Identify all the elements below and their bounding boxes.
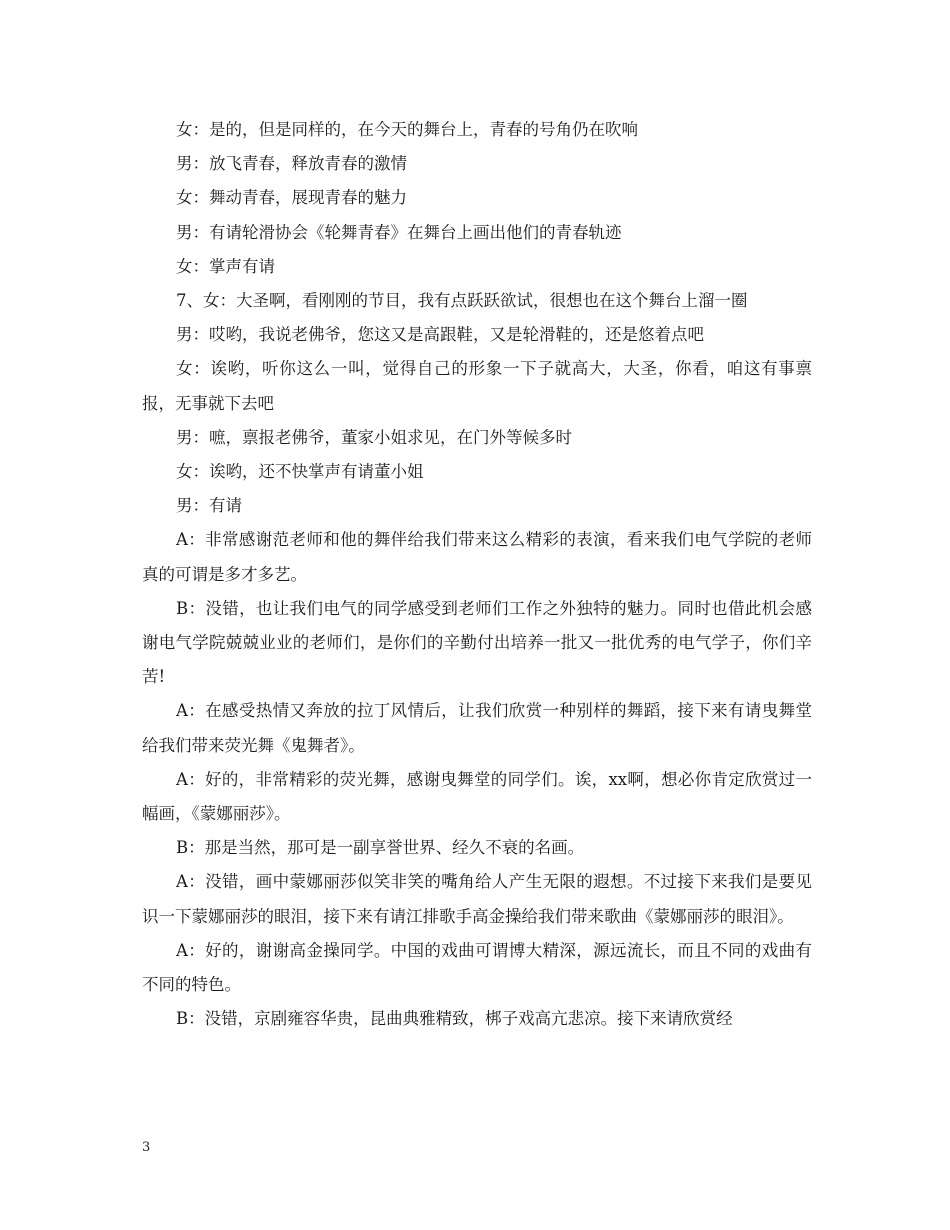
paragraph: 女：诶哟，还不快掌声有请董小姐 [176,462,424,482]
paragraph: 女：诶哟，听你这么一叫，觉得自己的形象一下子就高大，大圣，你看，咱这有事禀报，无事就下去吧 [142,359,812,413]
paragraph: 女：是的，但是同样的，在今天的舞台上，青春的号角仍在吹响 [176,120,638,139]
paragraph: A：好的，谢谢高金操同学。中国的戏曲可谓博大精深，源远流长，而且不同的戏曲有不同的特色。 [142,940,812,995]
document-body [142,113,812,1036]
page-number: 3 [142,1140,151,1155]
paragraph: A：非常感谢范老师和他的舞伴给我们带来这么精彩的表演，看来我们电气学院的老师真的可谓是多才多艺。 [142,530,812,584]
paragraph: 男：放飞青春，释放青春的激情 [176,154,407,174]
paragraph: 男：哎哟，我说老佛爷，您这又是高跟鞋，又是轮滑鞋的，还是悠着点吧 [176,325,704,345]
paragraph: B：那是当然，那可是一副享誉世界、经久不衰的名画。 [176,838,585,858]
paragraph: A：在感受热情又奔放的拉丁风情后，让我们欣赏一种别样的舞蹈，接下来有请曳舞堂给我们带来荧光舞《鬼舞者》。 [142,701,812,755]
paragraph: 男：有请 [176,496,242,516]
paragraph: 男：嗻，禀报老佛爷，董家小姐求见，在门外等候多时 [176,427,572,447]
paragraph: 7、女：大圣啊，看刚刚的节目，我有点跃跃欲试，很想也在这个舞台上溜一圈 [176,291,748,311]
paragraph: B：没错，也让我们电气的同学感受到老师们工作之外独特的魅力。同时也借此机会感谢电气学院兢兢业业的老师们，是你们的辛勤付出培养一批又一批优秀的电气学子，你们辛苦! [142,598,812,687]
paragraph: A：好的，非常精彩的荧光舞，感谢曳舞堂的同学们。诶，xx啊，想必你肯定欣赏过一幅画，《蒙娜丽莎》。 [142,769,812,824]
paragraph: 男：有请轮滑协会《轮舞青春》在舞台上画出他们的青春轨迹 [176,222,622,242]
paragraph: 女：舞动青春，展现青春的魅力 [176,188,407,208]
paragraph: B：没错，京剧雍容华贵，昆曲典雅精致，梆子戏高亢悲凉。接下来请欣赏经 [176,1009,733,1029]
paragraph: 女：掌声有请 [176,256,275,276]
paragraph: A：没错，画中蒙娜丽莎似笑非笑的嘴角给人产生无限的遐想。不过接下来我们是要见识一下蒙娜丽莎的眼泪，接下来有请江排歌手高金操给我们带来歌曲《蒙娜丽莎的眼泪》。 [142,872,812,926]
